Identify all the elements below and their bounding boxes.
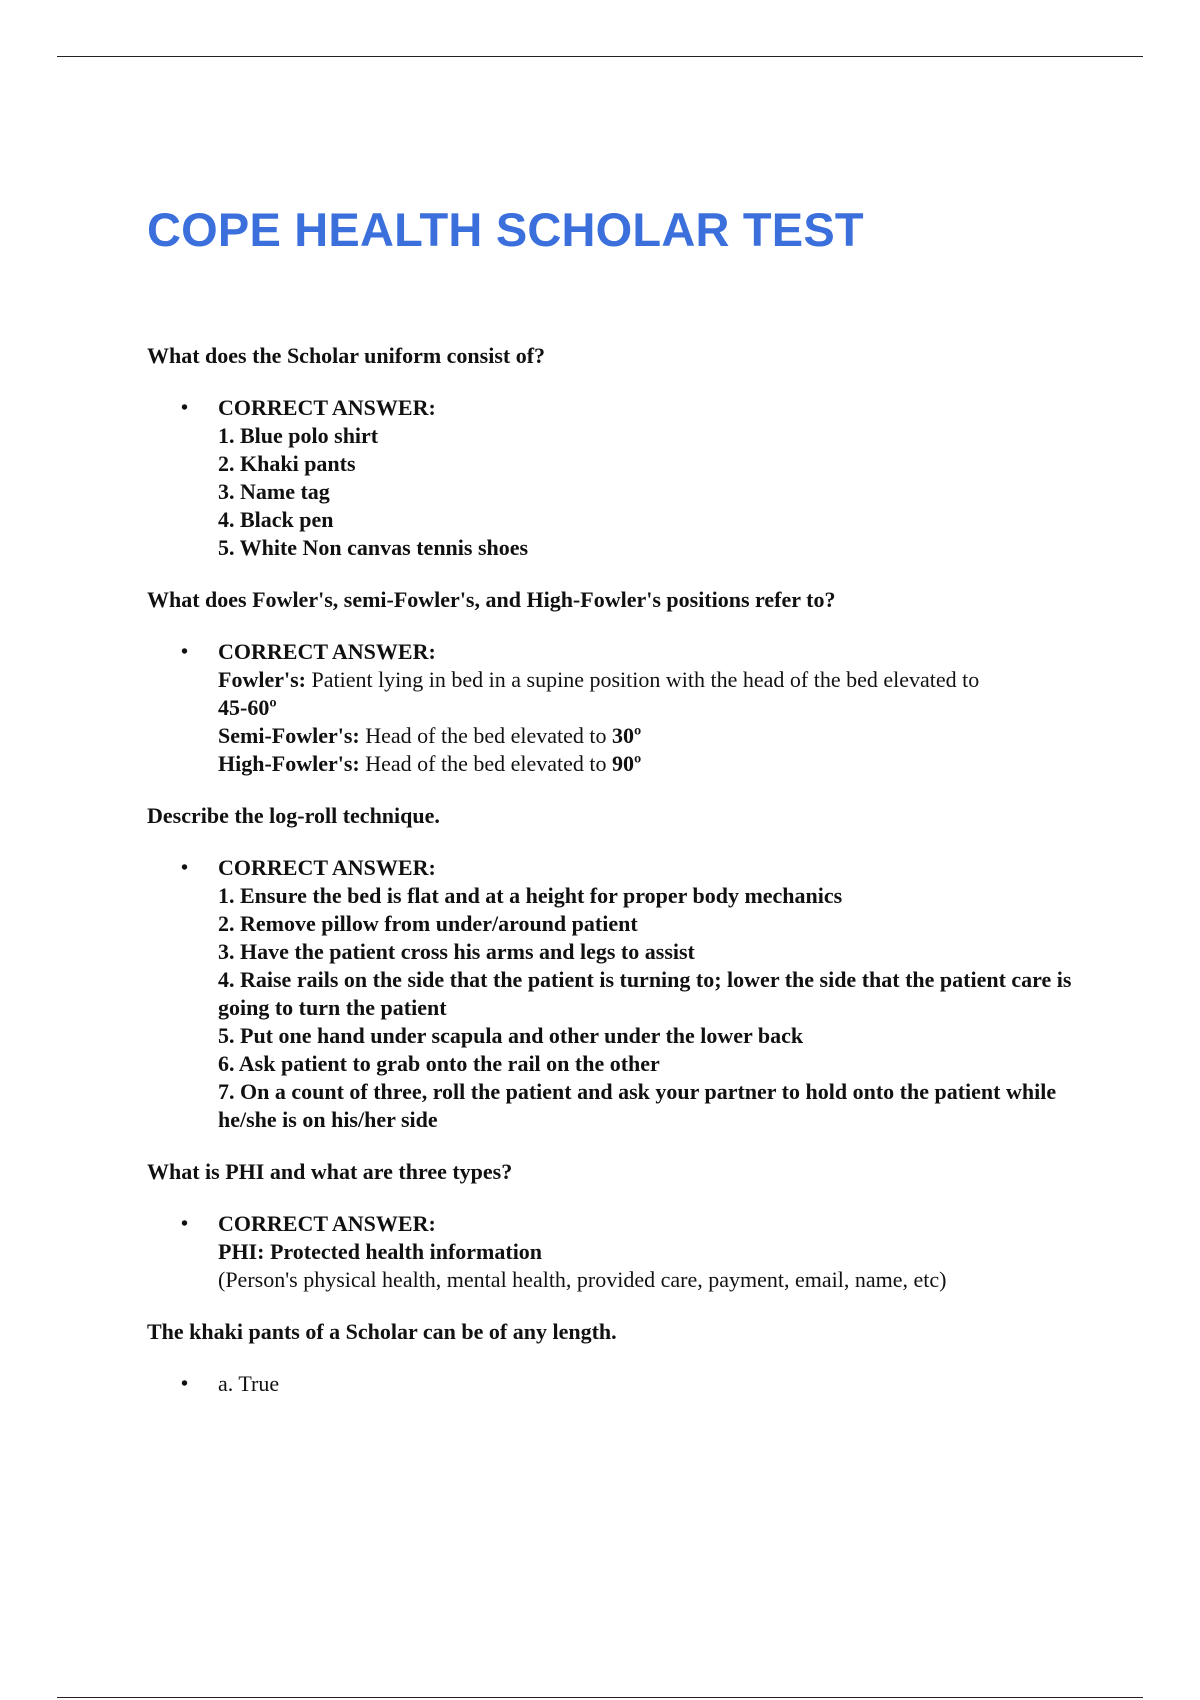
high-fowler-value: 90º (612, 751, 642, 776)
answer-line: 2. Khaki pants (218, 451, 356, 476)
bullet-icon: • (181, 641, 189, 663)
semi-fowler-definition (218, 722, 1107, 750)
fowler-definition (218, 666, 1107, 694)
question-3: Describe the log-roll technique. (147, 803, 440, 828)
answer-line: 4. Black pen (218, 507, 334, 532)
answer-line: 6. Ask patient to grab onto the rail on the other (218, 1051, 660, 1076)
answer-2 (181, 638, 1107, 778)
question-4: What is PHI and what are three types? (147, 1159, 513, 1184)
bullet-icon: • (181, 857, 189, 879)
answer-line: 5. White Non canvas tennis shoes (218, 535, 529, 560)
high-fowler-text: Head of the bed elevated to (359, 751, 613, 776)
answer-line: 3. Have the patient cross his arms and legs to assist (218, 939, 695, 964)
phi-definition: PHI: Protected health information (218, 1239, 543, 1264)
semi-fowler-text: Head of the bed elevated to (359, 723, 613, 748)
semi-fowler-label: Semi-Fowler's: (218, 723, 360, 748)
high-fowler-label: High-Fowler's: (218, 751, 360, 776)
answer-heading: CORRECT ANSWER: (218, 395, 436, 420)
top-rule (57, 56, 1143, 57)
phi-examples: (Person's physical health, mental health, provided care, payment, email, name, etc) (218, 1267, 947, 1292)
bullet-icon: • (181, 1373, 189, 1395)
document-body (147, 198, 1107, 1398)
fowler-text: Patient lying in bed in a supine position with the head of the bed elevated to (305, 667, 980, 692)
document-title: COPE HEALTH SCHOLAR TEST (147, 203, 864, 256)
answer-line: 2. Remove pillow from under/around patient (218, 911, 638, 936)
semi-fowler-value: 30º (612, 723, 642, 748)
high-fowler-definition (218, 750, 1107, 778)
answer-5 (181, 1370, 1107, 1398)
answer-line: 5. Put one hand under scapula and other under the lower back (218, 1023, 804, 1048)
answer-line: 1. Ensure the bed is flat and at a height for proper body mechanics (218, 883, 843, 908)
question-2: What does Fowler's, semi-Fowler's, and High-Fowler's positions refer to? (147, 587, 836, 612)
bullet-icon: • (181, 1213, 189, 1235)
fowler-label: Fowler's: (218, 667, 306, 692)
question-1: What does the Scholar uniform consist of? (147, 343, 546, 368)
bullet-icon: • (181, 397, 189, 419)
answer-heading: CORRECT ANSWER: (218, 1211, 436, 1236)
answer-3 (181, 854, 1107, 1134)
answer-line: 4. Raise rails on the side that the patient is turning to; lower the side that the patient care is going to turn the patient (218, 967, 1072, 1020)
answer-line: 3. Name tag (218, 479, 330, 504)
bottom-rule (57, 1697, 1143, 1698)
answer-line: 7. On a count of three, roll the patient and ask your partner to hold onto the patient while he/she is on his/her side (218, 1079, 1057, 1132)
answer-heading: CORRECT ANSWER: (218, 639, 436, 664)
answer-4 (181, 1210, 1107, 1294)
answer-option: a. True (218, 1371, 280, 1396)
answer-line: 1. Blue polo shirt (218, 423, 379, 448)
answer-1 (181, 394, 1107, 562)
question-5: The khaki pants of a Scholar can be of any length. (147, 1319, 617, 1344)
answer-heading: CORRECT ANSWER: (218, 855, 436, 880)
fowler-value: 45-60º (218, 695, 277, 720)
